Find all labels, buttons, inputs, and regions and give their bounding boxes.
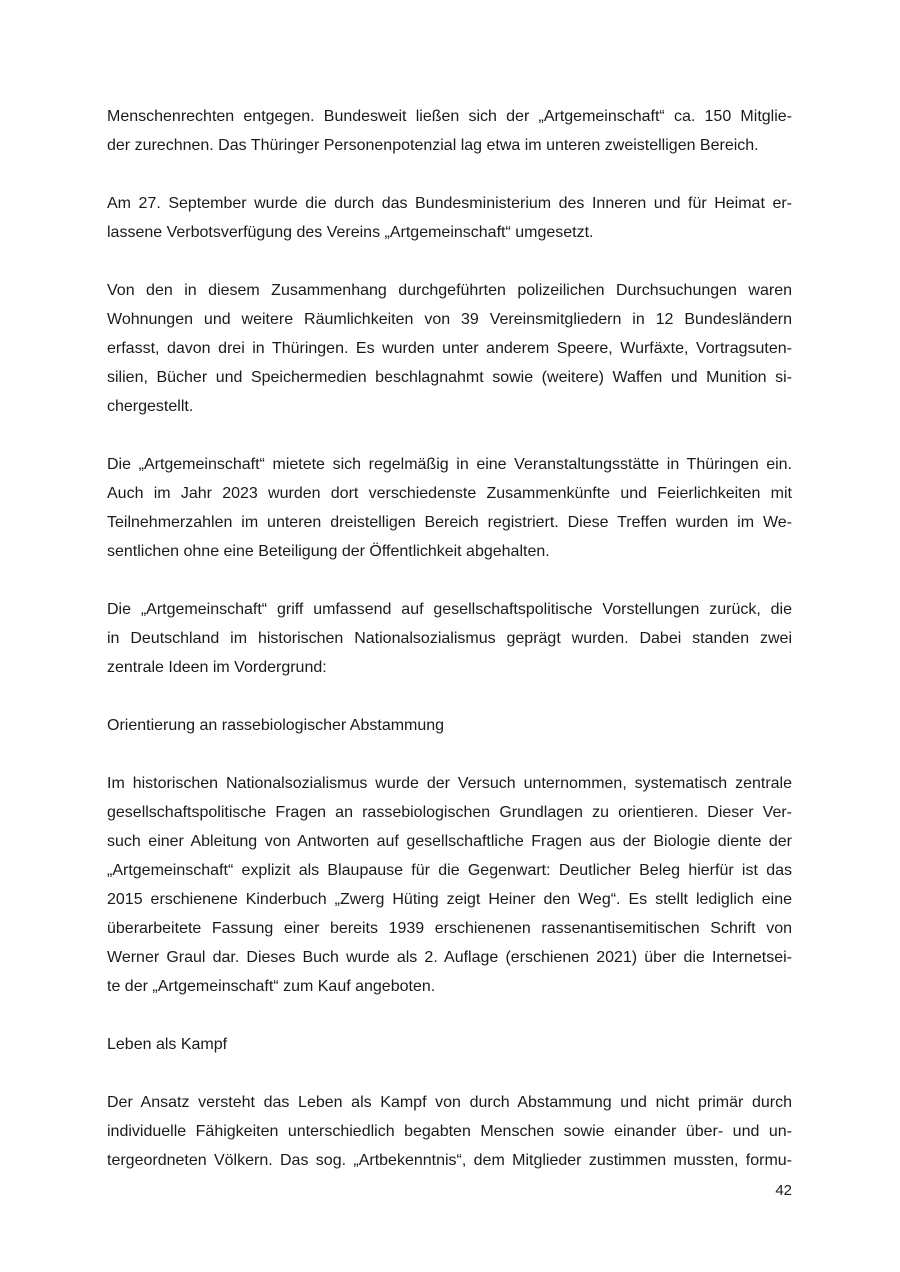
paragraph-line: Am 27. September wurde die durch das Bundesministerium des Inneren und für Heimat er- (107, 195, 792, 212)
body-paragraph (107, 450, 792, 566)
body-paragraph (107, 769, 792, 1001)
paragraph-line: such einer Ableitung von Antworten auf gesellschaftliche Fragen aus der Biologie diente der (107, 833, 792, 850)
section-heading: Leben als Kampf (107, 1036, 228, 1053)
paragraph-line: te der „Artgemeinschaft“ zum Kauf angeboten. (107, 978, 436, 995)
paragraph-line: Wohnungen und weitere Räumlichkeiten von 39 Vereinsmitgliedern in 12 Bundesländern (107, 311, 792, 328)
page-number: 42 (775, 1182, 792, 1199)
paragraph-line: sentlichen ohne eine Beteiligung der Öffentlichkeit abgehalten. (107, 543, 550, 560)
body-paragraph (107, 276, 792, 421)
paragraph-line: individuelle Fähigkeiten unterschiedlich begabten Menschen sowie einander über- und un- (107, 1123, 792, 1140)
paragraph-line: Der Ansatz versteht das Leben als Kampf von durch Abstammung und nicht primär durch (107, 1094, 792, 1111)
body-paragraph (107, 102, 792, 160)
paragraph-line: zentrale Ideen im Vordergrund: (107, 659, 327, 676)
page-body (107, 102, 792, 1204)
paragraph-line: überarbeitete Fassung einer bereits 1939 erschienenen rassenantisemitischen Schrift von (107, 920, 792, 937)
paragraph-line: der zurechnen. Das Thüringer Personenpotenzial lag etwa im unteren zweistelligen Bereich. (107, 137, 759, 154)
paragraph-line: lassene Verbotsverfügung des Vereins „Artgemeinschaft“ umgesetzt. (107, 224, 594, 241)
paragraph-line: Teilnehmerzahlen im unteren dreistelligen Bereich registriert. Diese Treffen wurden im We- (107, 514, 792, 531)
paragraph-line: 2015 erschienene Kinderbuch „Zwerg Hüting zeigt Heiner den Weg“. Es stellt lediglich eine (107, 891, 792, 908)
paragraph-line: chergestellt. (107, 398, 194, 415)
paragraph-line: gesellschaftspolitische Fragen an rassebiologischen Grundlagen zu orientieren. Dieser Ver- (107, 804, 792, 821)
body-paragraph (107, 595, 792, 682)
paragraph-line: Menschenrechten entgegen. Bundesweit ließen sich der „Artgemeinschaft“ ca. 150 Mitglie- (107, 108, 792, 125)
paragraph-line: Werner Graul dar. Dieses Buch wurde als 2. Auflage (erschienen 2021) über die Internetsei- (107, 949, 792, 966)
paragraph-line: in Deutschland im historischen Nationalsozialismus geprägt wurden. Dabei standen zwei (107, 630, 792, 647)
body-paragraph (107, 189, 792, 247)
body-paragraph (107, 1088, 792, 1175)
paragraph-line: erfasst, davon drei in Thüringen. Es wurden unter anderem Speere, Wurfäxte, Vortragsuten- (107, 340, 792, 357)
paragraph-line: Von den in diesem Zusammenhang durchgeführten polizeilichen Durchsuchungen waren (107, 282, 792, 299)
paragraph-line: Die „Artgemeinschaft“ mietete sich regelmäßig in eine Veranstaltungsstätte in Thüringen ein. (107, 456, 792, 473)
paragraph-line: tergeordneten Völkern. Das sog. „Artbekenntnis“, dem Mitglieder zustimmen mussten, formu- (107, 1152, 792, 1169)
paragraph-line: Die „Artgemeinschaft“ griff umfassend auf gesellschaftspolitische Vorstellungen zurück, die (107, 601, 792, 618)
paragraph-line: „Artgemeinschaft“ explizit als Blaupause für die Gegenwart: Deutlicher Beleg hierfür ist das (107, 862, 792, 879)
paragraph-line: silien, Bücher und Speichermedien beschlagnahmt sowie (weitere) Waffen und Munition si- (107, 369, 792, 386)
section-heading: Orientierung an rassebiologischer Abstammung (107, 717, 445, 734)
paragraph-line: Im historischen Nationalsozialismus wurde der Versuch unternommen, systematisch zentrale (107, 775, 792, 792)
paragraph-line: Auch im Jahr 2023 wurden dort verschiedenste Zusammenkünfte und Feierlichkeiten mit (107, 485, 792, 502)
